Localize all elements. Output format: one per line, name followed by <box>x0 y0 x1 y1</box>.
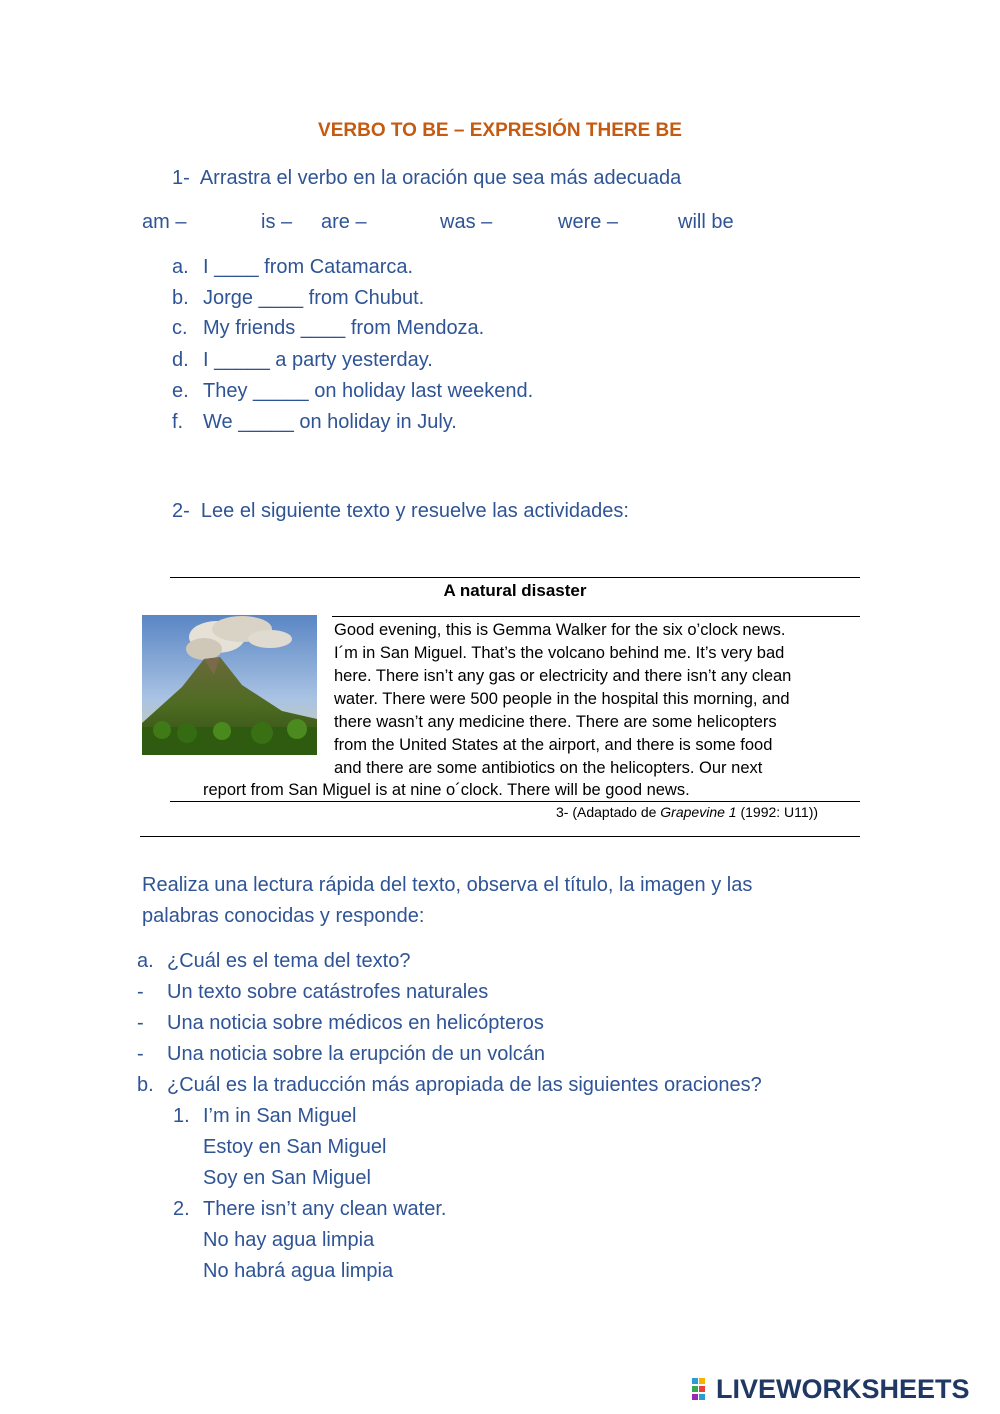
item-label: c. <box>172 317 188 339</box>
item-label: f. <box>172 411 184 433</box>
article-line: Good evening, this is Gemma Walker for the six o’clock news. <box>334 621 786 639</box>
verb-option-are[interactable]: are – <box>321 211 367 233</box>
article-line: there wasn’t any medicine there. There are some helicopters <box>334 713 777 731</box>
article-line: and there are some antibiotics on the helicopters. Our next <box>334 759 763 777</box>
item-label: e. <box>172 380 189 402</box>
option-dash: - <box>137 1012 144 1034</box>
option-dash: - <box>137 981 144 1003</box>
item-text[interactable]: They _____ on holiday last weekend. <box>203 380 534 402</box>
article-line: water. There were 500 people in the hospital this morning, and <box>334 690 790 708</box>
article-bottom-rule <box>170 801 860 802</box>
liveworksheets-logo-text: LIVEWORKSHEETS <box>716 1374 970 1404</box>
translation-option[interactable]: No habrá agua limpia <box>203 1260 394 1282</box>
exercise-1-heading <box>172 167 681 190</box>
verb-option-was[interactable]: was – <box>440 211 493 233</box>
volcano-image <box>142 615 317 755</box>
source-book: Grapevine 1 <box>660 804 737 820</box>
verb-option-will-be[interactable]: will be <box>678 211 734 233</box>
translation-option[interactable]: Soy en San Miguel <box>203 1167 371 1189</box>
item-text[interactable]: Jorge ____ from Chubut. <box>203 287 425 309</box>
exercise-2-number: 2- <box>172 500 190 522</box>
exercise-1-item-c <box>172 317 484 340</box>
item-number: 2. <box>173 1198 190 1220</box>
item-sentence: There isn’t any clean water. <box>203 1198 447 1220</box>
exercise-1-instruction: Arrastra el verbo en la oración que sea más adecuada <box>199 167 682 189</box>
item-text[interactable]: I _____ a party yesterday. <box>203 349 433 371</box>
question-label: b. <box>137 1074 154 1096</box>
section-divider <box>140 836 860 837</box>
question-label: a. <box>137 950 154 972</box>
article-top-rule <box>170 577 860 578</box>
exercise-2-heading <box>172 500 629 523</box>
option-text[interactable]: Una noticia sobre médicos en helicópteros <box>167 1012 544 1034</box>
exercise-2-instruction: Lee el siguiente texto y resuelve las actividades: <box>200 500 629 522</box>
item-label: b. <box>172 287 189 309</box>
item-label: a. <box>172 256 189 278</box>
article-line: from the United States at the airport, and there is some food <box>334 736 773 754</box>
item-text[interactable]: My friends ____ from Mendoza. <box>203 317 485 339</box>
source-suffix: (1992: U11)) <box>736 804 819 820</box>
liveworksheets-logo-icon <box>692 1378 712 1400</box>
exercise-1-item-f <box>172 411 457 434</box>
article-last-line: report from San Miguel is at nine o´clock. There will be good news. <box>203 781 690 799</box>
exercise-1-item-b <box>172 287 424 310</box>
item-text[interactable]: We _____ on holiday in July. <box>203 411 457 433</box>
article-title: A natural disaster <box>443 581 587 600</box>
verb-option-is[interactable]: is – <box>261 211 293 233</box>
reading-instruction-line-2: palabras conocidas y responde: <box>142 905 425 927</box>
article-line: here. There isn’t any gas or electricity and there isn’t any clean <box>334 667 792 685</box>
question-text: ¿Cuál es la traducción más apropiada de las siguientes oraciones? <box>167 1074 762 1096</box>
exercise-1-item-a <box>172 256 413 279</box>
question-text: ¿Cuál es el tema del texto? <box>167 950 411 972</box>
item-number: 1. <box>173 1105 190 1127</box>
source-prefix: 3- (Adaptado de <box>556 804 661 820</box>
article-title-rule <box>332 616 860 617</box>
verb-option-were[interactable]: were – <box>558 211 619 233</box>
reading-instruction-line-1: Realiza una lectura rápida del texto, observa el título, la imagen y las <box>142 874 753 896</box>
item-label: d. <box>172 349 189 371</box>
exercise-1-number: 1- <box>172 167 190 189</box>
verb-option-am[interactable]: am – <box>142 211 187 233</box>
option-dash: - <box>137 1043 144 1065</box>
translation-option[interactable]: No hay agua limpia <box>203 1229 375 1251</box>
option-text[interactable]: Un texto sobre catástrofes naturales <box>167 981 489 1003</box>
article-line: I´m in San Miguel. That’s the volcano behind me. It’s very bad <box>334 644 785 662</box>
item-sentence: I’m in San Miguel <box>203 1105 357 1127</box>
translation-option[interactable]: Estoy en San Miguel <box>203 1136 387 1158</box>
worksheet-title: VERBO TO BE – EXPRESIÓN THERE BE <box>318 120 682 141</box>
exercise-1-item-d <box>172 349 433 372</box>
option-text[interactable]: Una noticia sobre la erupción de un volcán <box>167 1043 546 1065</box>
article-source <box>556 804 818 820</box>
exercise-1-item-e <box>172 380 533 403</box>
item-text[interactable]: I ____ from Catamarca. <box>203 256 414 278</box>
